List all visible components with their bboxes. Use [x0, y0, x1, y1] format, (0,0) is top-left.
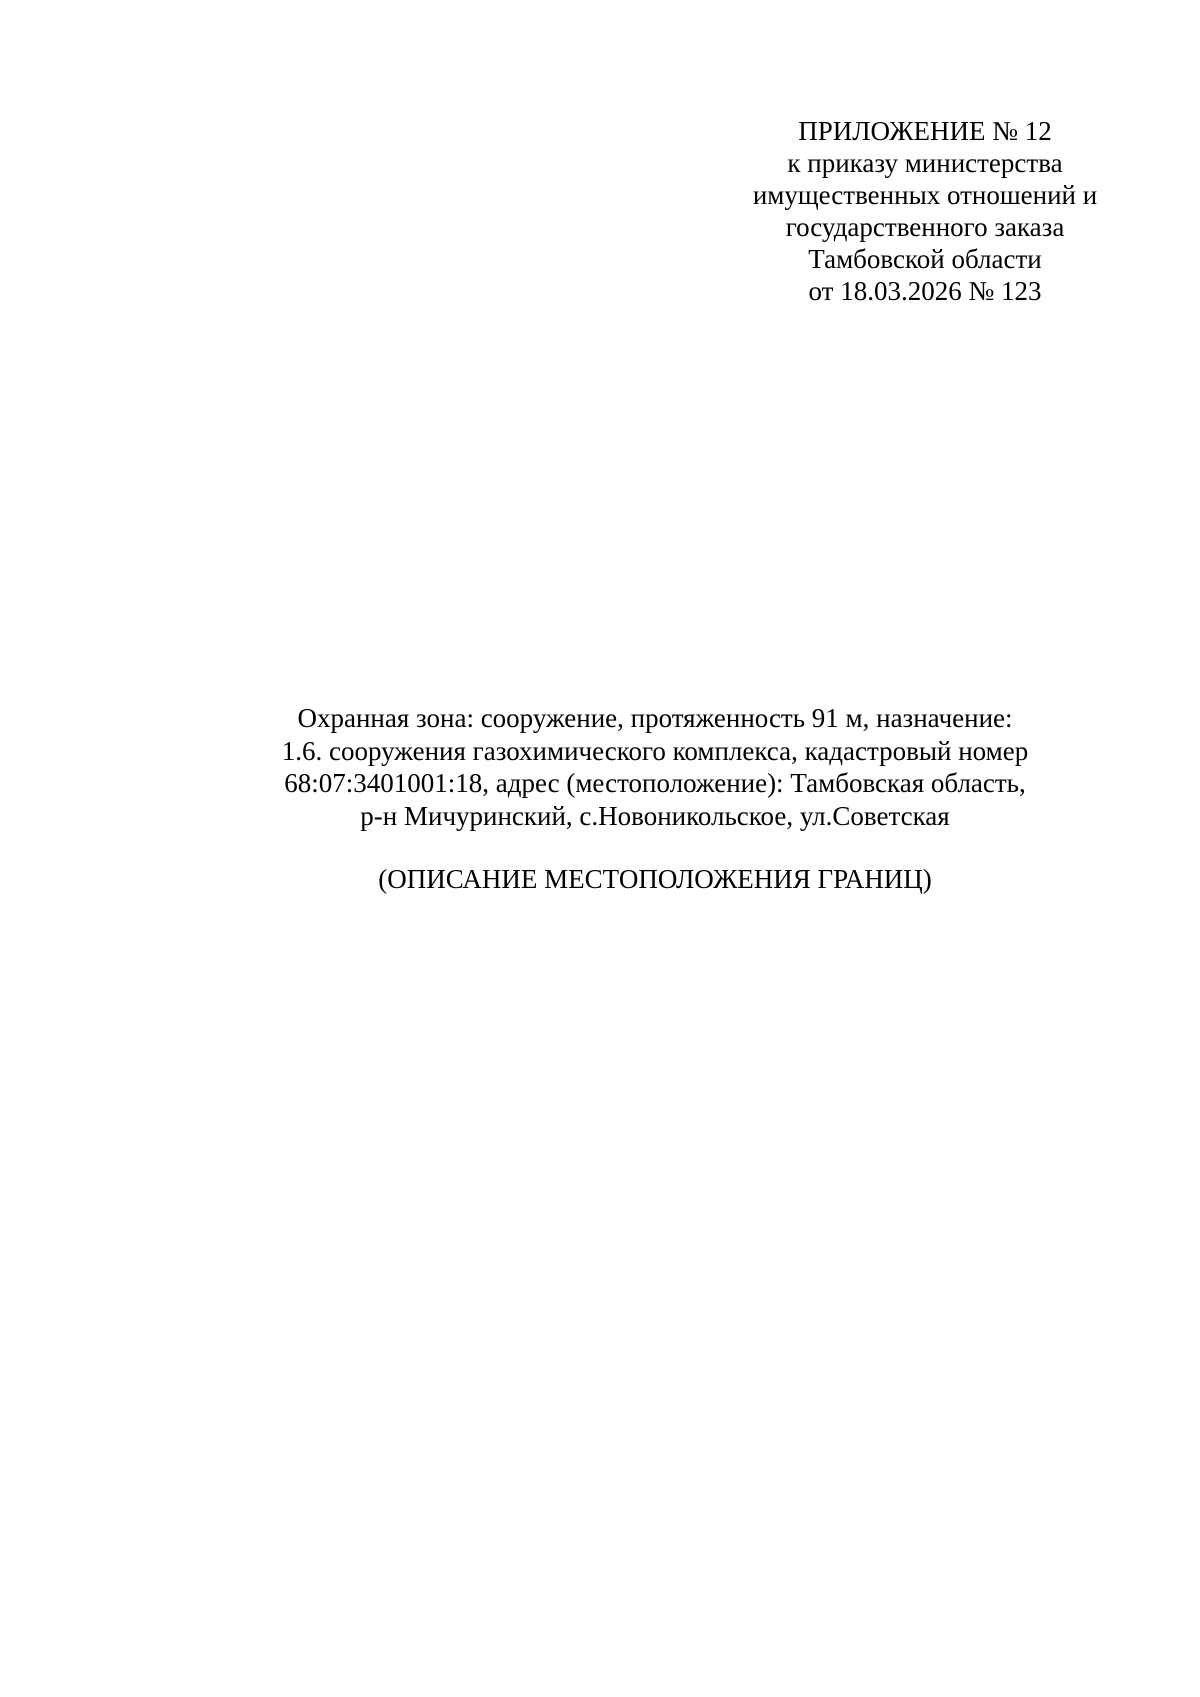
appendix-line-procurement: государственного заказа: [785, 212, 1065, 242]
boundary-description-heading: (ОПИСАНИЕ МЕСТОПОЛОЖЕНИЯ ГРАНИЦ): [378, 864, 932, 894]
appendix-line-date-number: от 18.03.2026 № 123: [808, 276, 1042, 306]
protection-zone-description: [180, 702, 1130, 832]
zone-line-3: 68:07:3401001:18, адрес (местоположение): Тамбовская область,: [284, 768, 1026, 798]
zone-line-1: Охранная зона: сооружение, протяженность 91 м, назначение:: [297, 703, 1013, 733]
zone-line-4: р-н Мичуринский, с.Новоникольское, ул.Советская: [360, 800, 950, 831]
zone-line-2: 1.6. сооружения газохимического комплекса, кадастровый номер: [281, 735, 1029, 766]
appendix-line-ministry: имущественных отношений и: [752, 180, 1098, 210]
appendix-line-region: Тамбовской области: [808, 244, 1042, 274]
appendix-header: [705, 115, 1145, 307]
appendix-line-order: к приказу министерства: [787, 148, 1063, 178]
appendix-title: ПРИЛОЖЕНИЕ № 12: [798, 116, 1052, 146]
